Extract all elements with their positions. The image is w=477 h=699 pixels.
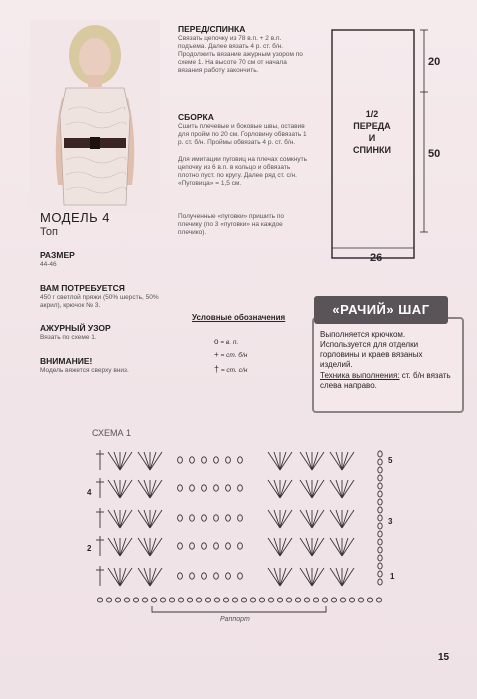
chart-chain-stitch xyxy=(179,598,184,602)
chart-fan-stitch xyxy=(336,480,342,498)
chart-fan-stitch xyxy=(108,568,120,586)
chart-fan-stitch xyxy=(342,480,354,498)
chart-fan-stitch xyxy=(306,510,312,528)
chart-chain-stitch xyxy=(378,483,382,489)
rachiy-tech-label: Техника выполнения: xyxy=(320,371,400,380)
chart-chain-stitch xyxy=(214,457,219,463)
chart-chain-stitch xyxy=(332,598,337,602)
chart-chain-stitch xyxy=(202,573,207,579)
legend-row-chain xyxy=(214,337,238,346)
chart-chain-stitch xyxy=(269,598,274,602)
chart-chain-stitch xyxy=(190,543,195,549)
rachiy-text: Выполняется крючком. Используется для отделки горловины и краев вязаных изделий. xyxy=(320,330,423,369)
front-back-heading: ПЕРЕД/СПИНКА xyxy=(178,24,246,34)
chart-fan-stitch xyxy=(114,510,120,528)
chart-chain-stitch xyxy=(170,598,175,602)
chart-chain-stitch xyxy=(178,515,183,521)
chart-fan-stitch xyxy=(342,510,348,528)
chart-fan-stitch xyxy=(138,510,150,528)
chart-fan-stitch xyxy=(312,568,324,586)
row-number-3: 3 xyxy=(388,517,393,526)
chart-fan-stitch xyxy=(300,538,312,556)
attention-text: Модель вяжется сверху вниз. xyxy=(40,367,129,374)
row-number-4: 4 xyxy=(87,488,92,497)
chart-chain-stitch xyxy=(238,457,243,463)
assembly-text-3: Полученные «пуговки» пришить по плечику (по 3 «пуговки» на каждое плечико). xyxy=(178,213,284,236)
dim-width: 26 xyxy=(370,252,383,264)
chart-fan-stitch xyxy=(306,568,312,586)
chart-fan-stitch xyxy=(312,510,324,528)
chart-fan-stitch xyxy=(120,510,132,528)
chart-chain-stitch xyxy=(178,543,183,549)
chart-fan-stitch xyxy=(280,510,286,528)
chart-fan-stitch xyxy=(268,480,280,498)
chart-fan-stitch xyxy=(138,452,150,470)
chart-chain-stitch xyxy=(378,555,382,561)
chart-fan-stitch xyxy=(120,538,132,556)
legend-row-sc xyxy=(214,350,247,359)
chart-chain-stitch xyxy=(202,485,207,491)
chart-fan-stitch xyxy=(312,568,318,586)
chart-fan-stitch xyxy=(120,510,126,528)
chart-chain-stitch xyxy=(214,543,219,549)
size-heading: РАЗМЕР xyxy=(40,250,75,260)
chart-chain-stitch xyxy=(251,598,256,602)
chart-chain-stitch xyxy=(378,475,382,481)
chart-chain-stitch xyxy=(238,485,243,491)
chart-chain-stitch xyxy=(296,598,301,602)
chart-fan-stitch xyxy=(280,538,292,556)
chart-fan-stitch xyxy=(280,538,286,556)
chart-chain-stitch xyxy=(214,573,219,579)
chart-chain-stitch xyxy=(341,598,346,602)
chart-chain-stitch xyxy=(98,598,103,602)
chart-chain-stitch xyxy=(226,573,231,579)
chart-fan-stitch xyxy=(342,538,348,556)
legend-row-dc xyxy=(214,364,247,374)
diagram-label xyxy=(340,108,404,156)
chart-chain-stitch xyxy=(202,457,207,463)
chart-fan-stitch xyxy=(108,538,120,556)
chart-fan-stitch xyxy=(342,452,348,470)
chart-fan-stitch xyxy=(336,510,342,528)
chart-chain-stitch xyxy=(226,457,231,463)
chart-fan-stitch xyxy=(138,480,150,498)
chart-chain-stitch xyxy=(378,459,382,465)
crochet-chart xyxy=(80,440,410,630)
chart-fan-stitch xyxy=(280,452,292,470)
chart-chain-stitch xyxy=(378,451,382,457)
chart-chain-stitch xyxy=(260,598,265,602)
chart-fan-stitch xyxy=(144,568,150,586)
chart-fan-stitch xyxy=(342,568,354,586)
chart-chain-stitch xyxy=(134,598,139,602)
chart-fan-stitch xyxy=(274,480,280,498)
chart-fan-stitch xyxy=(150,510,162,528)
chart-chain-stitch xyxy=(188,598,193,602)
chart-chain-stitch xyxy=(378,491,382,497)
chart-fan-stitch xyxy=(312,538,324,556)
chart-fan-stitch xyxy=(312,480,318,498)
diagram-label-line3: И xyxy=(368,133,376,143)
legend-symbol-dc: † xyxy=(214,364,220,374)
chart-chain-stitch xyxy=(323,598,328,602)
chart-fan-stitch xyxy=(306,452,312,470)
chart-fan-stitch xyxy=(150,538,162,556)
chart-chain-stitch xyxy=(226,515,231,521)
chart-fan-stitch xyxy=(114,480,120,498)
chart-fan-stitch xyxy=(150,452,156,470)
chart-fan-stitch xyxy=(150,568,162,586)
row-number-1: 1 xyxy=(390,572,395,581)
chart-chain-stitch xyxy=(226,543,231,549)
chart-fan-stitch xyxy=(144,452,150,470)
chart-fan-stitch xyxy=(312,452,324,470)
chart-fan-stitch xyxy=(342,452,354,470)
chart-chain-stitch xyxy=(125,598,130,602)
chart-fan-stitch xyxy=(274,538,280,556)
chart-fan-stitch xyxy=(330,510,342,528)
chart-fan-stitch xyxy=(120,568,126,586)
chart-fan-stitch xyxy=(150,568,156,586)
dim-top: 20 xyxy=(428,56,441,68)
chart-chain-stitch xyxy=(214,485,219,491)
chart-fan-stitch xyxy=(274,510,280,528)
assembly-heading: СБОРКА xyxy=(178,112,214,122)
chart-chain-stitch xyxy=(368,598,373,602)
chart-chain-stitch xyxy=(190,515,195,521)
chart-chain-stitch xyxy=(190,485,195,491)
chart-chain-stitch xyxy=(152,598,157,602)
chart-fan-stitch xyxy=(300,568,312,586)
chart-fan-stitch xyxy=(330,538,342,556)
chart-fan-stitch xyxy=(274,568,280,586)
chart-fan-stitch xyxy=(114,452,120,470)
chart-fan-stitch xyxy=(312,510,318,528)
rapport-label: Раппорт xyxy=(220,616,250,623)
chart-fan-stitch xyxy=(312,452,318,470)
chart-fan-stitch xyxy=(342,480,348,498)
chart-fan-stitch xyxy=(336,452,342,470)
chart-fan-stitch xyxy=(312,538,318,556)
legend-symbol-sc: + xyxy=(214,350,219,359)
chart-chain-stitch xyxy=(190,457,195,463)
chart-fan-stitch xyxy=(144,510,150,528)
diagram-label-line1: 1/2 xyxy=(365,109,379,119)
chart-fan-stitch xyxy=(274,452,280,470)
chart-fan-stitch xyxy=(150,480,156,498)
chart-chain-stitch xyxy=(190,573,195,579)
chart-fan-stitch xyxy=(120,452,132,470)
chart-chain-stitch xyxy=(378,539,382,545)
row-number-5: 5 xyxy=(388,456,393,465)
chart-chain-stitch xyxy=(233,598,238,602)
chart-fan-stitch xyxy=(120,538,126,556)
chart-chain-stitch xyxy=(238,543,243,549)
chart-chain-stitch xyxy=(278,598,283,602)
chart-fan-stitch xyxy=(330,452,342,470)
chart-fan-stitch xyxy=(268,510,280,528)
chart-chain-stitch xyxy=(107,598,112,602)
materials-text: 450 г светлой пряжи (50% шерсть, 50% акрил), крючок № 3. xyxy=(40,294,159,309)
chart-fan-stitch xyxy=(144,538,150,556)
front-back-text: Связать цепочку из 78 в.п. + 2 в.п. подъема. Далее вязать 4 р. ст. б/н. Продолжить вязание ажурным узором по схеме 1. На высоте 70 см от начала вязания работу закончить. xyxy=(178,35,303,74)
chart-fan-stitch xyxy=(280,480,292,498)
chart-chain-stitch xyxy=(178,573,183,579)
chart-fan-stitch xyxy=(120,452,126,470)
chart-fan-stitch xyxy=(336,568,342,586)
chart-fan-stitch xyxy=(120,480,132,498)
legend-heading: Условные обозначения xyxy=(192,313,286,322)
chart-fan-stitch xyxy=(330,568,342,586)
page-number: 15 xyxy=(438,652,450,663)
chart-fan-stitch xyxy=(108,510,120,528)
chart-chain-stitch xyxy=(378,531,382,537)
chart-fan-stitch xyxy=(150,538,156,556)
chart-fan-stitch xyxy=(114,568,120,586)
dim-bottom: 50 xyxy=(428,148,441,160)
chart-fan-stitch xyxy=(342,538,354,556)
chart-fan-stitch xyxy=(280,510,292,528)
chart-fan-stitch xyxy=(280,568,286,586)
legend-text-dc: = ст. с/н xyxy=(220,367,248,374)
chart-fan-stitch xyxy=(120,480,126,498)
chart-chain-stitch xyxy=(378,563,382,569)
chart-fan-stitch xyxy=(268,452,280,470)
chart-fan-stitch xyxy=(268,568,280,586)
chart-chain-stitch xyxy=(378,547,382,553)
chart-fan-stitch xyxy=(280,568,292,586)
chart-fan-stitch xyxy=(336,538,342,556)
rachiy-title: «РАЧИЙ» ШАГ xyxy=(314,296,448,324)
model-title: МОДЕЛЬ 4 xyxy=(40,210,111,225)
chart-chain-stitch xyxy=(242,598,247,602)
model-photo xyxy=(30,20,160,210)
chart-chain-stitch xyxy=(202,543,207,549)
chart-fan-stitch xyxy=(306,480,312,498)
chart-fan-stitch xyxy=(342,510,354,528)
model-subtitle: Топ xyxy=(40,226,58,238)
chart-fan-stitch xyxy=(114,538,120,556)
chart-chain-stitch xyxy=(206,598,211,602)
chart-fan-stitch xyxy=(312,480,324,498)
legend-text-chain: = в. п. xyxy=(220,339,239,346)
schema-label: СХЕМА 1 xyxy=(92,428,132,438)
chart-chain-stitch xyxy=(378,571,382,577)
chart-fan-stitch xyxy=(120,568,132,586)
chart-fan-stitch xyxy=(330,480,342,498)
chart-chain-stitch xyxy=(378,515,382,521)
chart-chain-stitch xyxy=(161,598,166,602)
chart-chain-stitch xyxy=(359,598,364,602)
chart-fan-stitch xyxy=(280,480,286,498)
chart-chain-stitch xyxy=(226,485,231,491)
chart-chain-stitch xyxy=(178,457,183,463)
chart-fan-stitch xyxy=(150,452,162,470)
pattern-text: Вязать по схеме 1. xyxy=(40,334,97,341)
chart-fan-stitch xyxy=(306,538,312,556)
chart-fan-stitch xyxy=(342,568,348,586)
chart-fan-stitch xyxy=(268,538,280,556)
chart-chain-stitch xyxy=(378,499,382,505)
chart-fan-stitch xyxy=(108,452,120,470)
assembly-text-2: Для имитации пуговиц на плечах сомкнуть цепочку из 6 в.п. в кольцо и обвязать плотно пуст. по кругу. Далее ряд ст. с/н. «Пуговица» = 1,5 см. xyxy=(178,156,308,187)
chart-chain-stitch xyxy=(350,598,355,602)
chart-chain-stitch xyxy=(305,598,310,602)
diagram-label-line2: ПЕРЕДА xyxy=(353,121,391,131)
chart-chain-stitch xyxy=(378,579,382,585)
chart-chain-stitch xyxy=(238,515,243,521)
chart-chain-stitch xyxy=(224,598,229,602)
chart-chain-stitch xyxy=(215,598,220,602)
chart-chain-stitch xyxy=(178,485,183,491)
pattern-heading: АЖУРНЫЙ УЗОР xyxy=(40,323,111,333)
rachiy-text-block xyxy=(320,330,456,391)
chart-fan-stitch xyxy=(138,538,150,556)
chart-fan-stitch xyxy=(280,452,286,470)
chart-chain-stitch xyxy=(314,598,319,602)
chart-chain-stitch xyxy=(378,467,382,473)
materials-heading: ВАМ ПОТРЕБУЕТСЯ xyxy=(40,283,125,293)
chart-fan-stitch xyxy=(300,510,312,528)
rachiy-tech-text: ст. б/н вязать слева направо. xyxy=(320,371,451,390)
chart-chain-stitch xyxy=(378,507,382,513)
chart-chain-stitch xyxy=(378,523,382,529)
attention-heading: ВНИМАНИЕ! xyxy=(40,356,93,366)
row-number-2: 2 xyxy=(87,544,92,553)
chart-chain-stitch xyxy=(197,598,202,602)
chart-chain-stitch xyxy=(377,598,382,602)
chart-fan-stitch xyxy=(108,480,120,498)
chart-chain-stitch xyxy=(214,515,219,521)
chart-chain-stitch xyxy=(238,573,243,579)
chart-chain-stitch xyxy=(202,515,207,521)
chart-fan-stitch xyxy=(150,510,156,528)
assembly-text-1: Сшить плечевые и боковые швы, оставив для пройм по 20 см. Горловину обвязать 1 р. ст. б/н. Проймы обвязать 4 р. ст. б/н. xyxy=(178,123,307,146)
size-value: 44-46 xyxy=(40,261,57,268)
chart-fan-stitch xyxy=(144,480,150,498)
chart-chain-stitch xyxy=(143,598,148,602)
legend-text-sc: = ст. б/н xyxy=(220,352,248,359)
chart-fan-stitch xyxy=(138,568,150,586)
chart-fan-stitch xyxy=(300,452,312,470)
chart-chain-stitch xyxy=(287,598,292,602)
chart-fan-stitch xyxy=(300,480,312,498)
diagram-label-line4: СПИНКИ xyxy=(353,145,391,155)
chart-chain-stitch xyxy=(116,598,121,602)
legend-symbol-chain: o xyxy=(214,337,219,346)
chart-fan-stitch xyxy=(150,480,162,498)
rapport-bracket xyxy=(150,604,330,616)
